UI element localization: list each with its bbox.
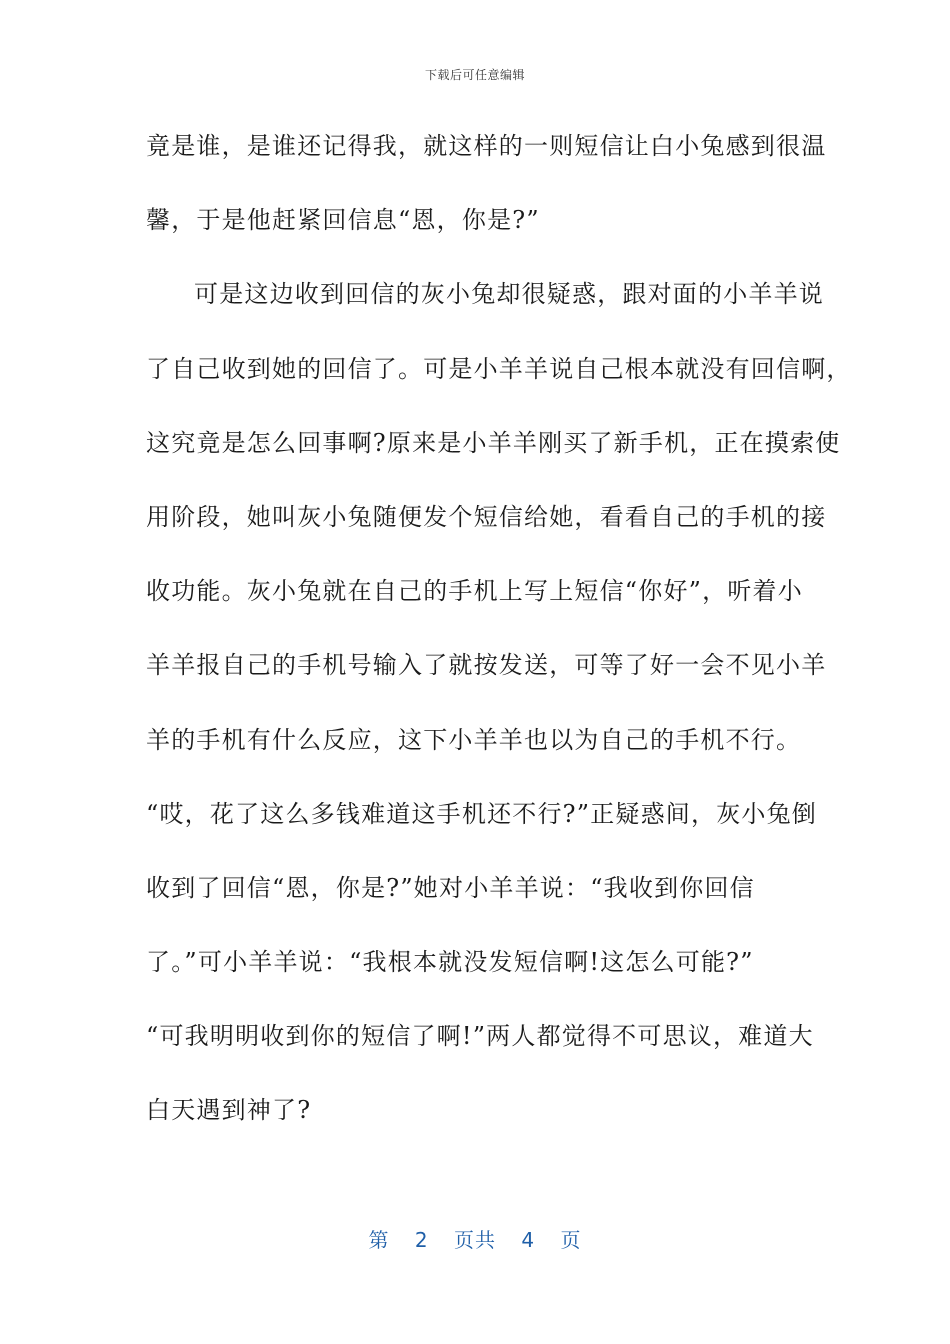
text-line: 白天遇到神了? (146, 1096, 312, 1125)
total-pages: 4 (521, 1228, 536, 1252)
page-number: 2 (414, 1228, 429, 1252)
text-line: 了自己收到她的回信了。可是小羊羊说自己根本就没有回信啊， (146, 354, 852, 383)
text-line: 了。”可小羊羊说：“我根本就没发短信啊!这怎么可能?” (146, 948, 754, 977)
page-suffix: 页 (560, 1228, 582, 1252)
text-line: 可是这边收到回信的灰小兔却很疑惑，跟对面的小羊羊说 (194, 280, 824, 309)
text-line: “哎，花了这么多钱难道这手机还不行?”正疑惑间，灰小兔倒 (146, 799, 818, 828)
text-line: 收功能。灰小兔就在自己的手机上写上短信“你好”，听着小 (146, 577, 803, 606)
text-line: 馨，于是他赶紧回信息“恩，你是?” (146, 206, 540, 235)
text-line: 这究竟是怎么回事啊?原来是小羊羊刚买了新手机，正在摸索使 (146, 428, 841, 457)
text-line: 羊的手机有什么反应，这下小羊羊也以为自己的手机不行。 (146, 725, 802, 754)
text-line: 收到了回信“恩，你是?”她对小羊羊说：“我收到你回信 (146, 873, 755, 902)
page-middle: 页共 (454, 1228, 496, 1252)
text-line: “可我明明收到你的短信了啊!”两人都觉得不可思议，难道大 (146, 1022, 814, 1051)
page-header: 下载后可任意编辑 (424, 68, 525, 82)
text-line: 羊羊报自己的手机号输入了就按发送，可等了好一会不见小羊 (146, 651, 827, 680)
text-line: 用阶段，她叫灰小兔随便发个短信给她，看看自己的手机的接 (146, 502, 827, 531)
document-body (146, 120, 852, 1159)
page-footer (0, 1224, 950, 1253)
text-line: 竟是谁，是谁还记得我，就这样的一则短信让白小兔感到很温 (146, 132, 827, 160)
page-prefix: 第 (368, 1228, 390, 1252)
